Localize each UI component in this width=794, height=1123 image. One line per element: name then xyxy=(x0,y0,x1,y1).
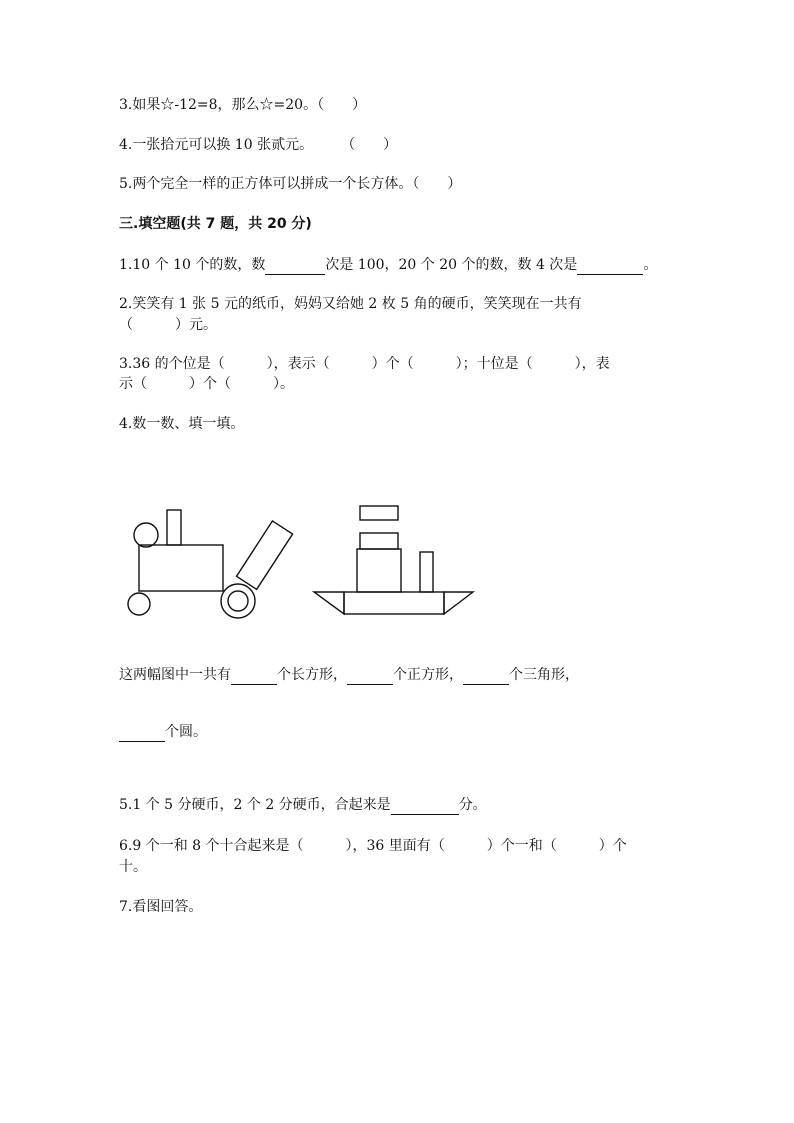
fill-q4-text-e: 个圆。 xyxy=(165,724,207,740)
fill-q4-blank-rect[interactable] xyxy=(231,670,277,685)
tractor-chimney-rect xyxy=(167,510,181,545)
fill-q1 xyxy=(119,255,657,275)
shapes-figure xyxy=(112,498,482,628)
tractor-small-wheel xyxy=(128,593,150,615)
tractor-head-circle xyxy=(134,523,158,547)
tractor-big-wheel-inner xyxy=(228,591,248,611)
judge-q5: 5.两个完全一样的正方体可以拼成一个长方体。（ ） xyxy=(119,176,462,192)
fill-q4-text-a: 这两幅图中一共有 xyxy=(119,667,231,683)
boat-right-triangle xyxy=(444,592,473,614)
fill-q1-text-c: 。 xyxy=(643,257,658,273)
fill-q1-text-b: 次是 100，20 个 20 个的数，数 4 次是 xyxy=(325,257,578,273)
boat-cabin-top-rect xyxy=(360,533,398,549)
fill-q4-blank-square[interactable] xyxy=(347,670,393,685)
fill-q5 xyxy=(119,795,487,815)
fill-q5-text-b: 分。 xyxy=(458,797,487,813)
fill-q1-text-a: 1.10 个 10 个的数，数 xyxy=(119,257,266,273)
boat-hull-rect xyxy=(344,592,444,614)
fill-q1-blank-1[interactable] xyxy=(265,260,325,275)
boat-top-rect xyxy=(360,506,398,520)
fill-q1-blank-2[interactable] xyxy=(577,260,643,275)
fill-q6-line2: 十。 xyxy=(119,859,147,875)
fill-q4-title: 4.数一数、填一填。 xyxy=(119,416,245,432)
tractor-body-rect xyxy=(139,545,223,591)
fill-q5-blank[interactable] xyxy=(391,800,459,815)
fill-q4-blank-triangle[interactable] xyxy=(463,670,509,685)
fill-q4-text-c: 个正方形， xyxy=(393,667,463,683)
tractor-arm-rect xyxy=(237,521,293,589)
fill-q6-line1: 6.9 个一和 8 个十合起来是（ ），36 里面有（ ）个一和（ ）个 xyxy=(119,838,627,854)
fill-q4-text-d: 个三角形， xyxy=(509,667,579,683)
fill-q4-line1 xyxy=(119,665,579,685)
fill-q3-line2: 示（ ）个（ ）。 xyxy=(119,376,294,392)
fill-q7: 7.看图回答。 xyxy=(119,899,203,915)
boat-cabin-square xyxy=(357,549,401,592)
fill-q5-text-a: 5.1 个 5 分硬币，2 个 2 分硬币，合起来是 xyxy=(119,797,391,813)
fill-q3-line1: 3.36 的个位是（ ），表示（ ）个（ ）；十位是（ ），表 xyxy=(119,356,610,372)
section3-heading: 三.填空题(共 7 题，共 20 分) xyxy=(119,216,312,232)
fill-q2-line1: 2.笑笑有 1 张 5 元的纸币，妈妈又给她 2 枚 5 角的硬币，笑笑现在一共有 xyxy=(119,296,582,312)
judge-q4: 4.一张拾元可以换 10 张贰元。 （ ） xyxy=(119,137,398,153)
fill-q4-line2 xyxy=(119,722,207,742)
boat-left-triangle xyxy=(314,592,344,614)
boat-mast-rect xyxy=(420,552,433,592)
fill-q4-text-b: 个长方形， xyxy=(277,667,347,683)
tractor-big-wheel-outer xyxy=(221,584,255,618)
fill-q2-line2: （ ）元。 xyxy=(119,317,217,333)
fill-q4-blank-circle[interactable] xyxy=(119,727,165,742)
judge-q3: 3.如果☆-12=8，那么☆=20。（ ） xyxy=(119,97,367,113)
